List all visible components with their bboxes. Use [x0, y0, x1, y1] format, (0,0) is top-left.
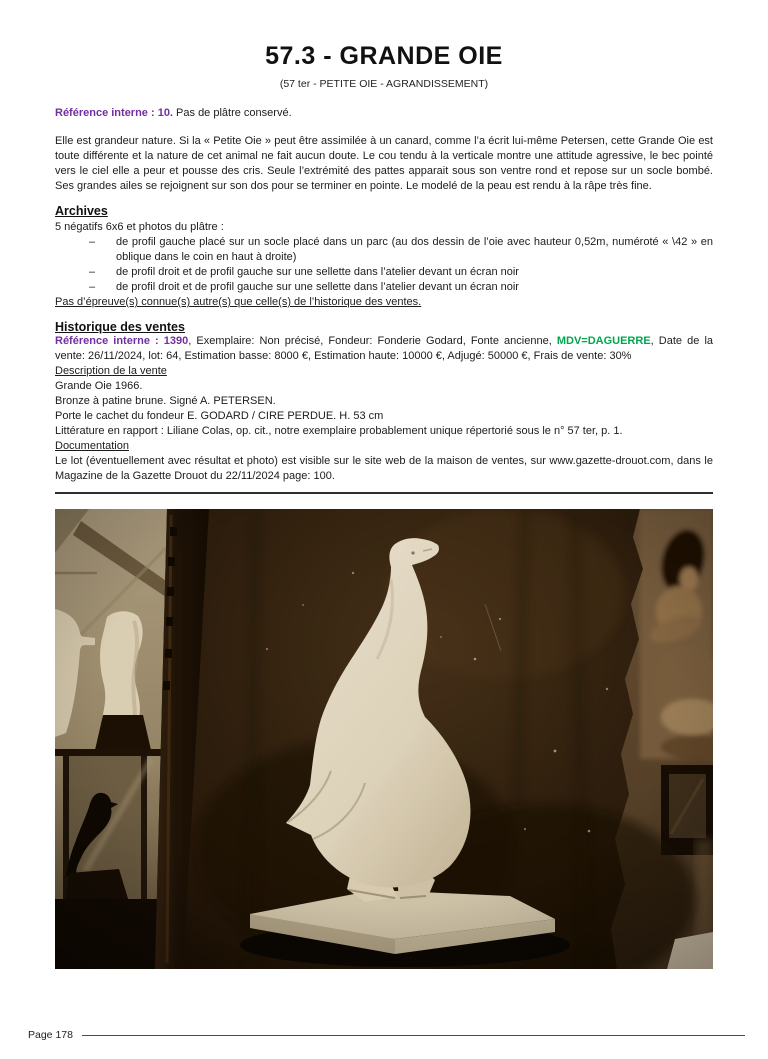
archives-heading: Archives [55, 204, 108, 218]
sale-mdv-tag: MDV=DAGUERRE [556, 335, 651, 347]
sale-description-line: Grande Oie 1966. [55, 380, 143, 392]
page-title: 57.3 - GRANDE OIE [265, 42, 503, 70]
archives-item [55, 265, 713, 280]
sale-record [55, 334, 713, 364]
internal-reference-line [55, 106, 713, 121]
description-paragraph: Elle est grandeur nature. Si la « Petite Oie » peut être assimilée à un canard, comme l’a écrit lui-même Petersen, cette Grande Oie est toute différente et la nature de cet animal ne fait aucun doute. Le cou tendu à la verticale montre une attitude agressive, le bec pointé vers le ciel elle a peur et pousse des cris. Seule l’extrémité des pattes apparait sous son ventre rond et repose sur un socle bombé. Ses grandes ailes se rejoignent sur son dos pour se terminer en pointe. Le modelé de la peau est rendu à la râpe très fine. [55, 135, 713, 192]
section-divider-rule [55, 492, 713, 494]
archives-item-text: de profil droit et de profil gauche sur une sellette dans l’atelier devant un écran noir [116, 281, 519, 293]
archives-item-text: de profil gauche placé sur un socle placé dans un parc (au dos dessin de l’oie avec hauteur 0,52m, numéroté « \42 » en oblique dans le coin en haut à droite) [116, 236, 713, 263]
list-dash-marker: – [89, 281, 96, 293]
catalog-page [0, 42, 768, 969]
sale-details-2: , Date de la vente: 26/11/2024, lot: 64, Estimation basse: 8000 €, Estimation haute: 10000 €, Adjugé: 50000 €, Frais de vente: 30% [55, 335, 714, 362]
footer-rule [82, 1035, 745, 1036]
sale-details-1: , Exemplaire: Non précisé, Fondeur: Fonderie Godard, Fonte ancienne, [188, 335, 557, 347]
sale-reference-label: Référence interne : 1390 [55, 335, 189, 347]
documentation-heading: Documentation [55, 440, 129, 452]
archives-intro: 5 négatifs 6x6 et photos du plâtre : [55, 221, 224, 233]
documentation-text: Le lot (éventuellement avec résultat et photo) est visible sur le site web de la maison de ventes, sur www.gazette-drouot.com, dans le Magazine de la Gazette Drouot du 22/11/2024 page: 100. [55, 455, 713, 482]
page-number-label: Page 178 [28, 1029, 73, 1041]
sale-description-line: Bronze à patine brune. Signé A. PETERSEN. [55, 395, 276, 407]
goose-sculpture-photo [55, 509, 713, 969]
sales-history-heading: Historique des ventes [55, 320, 185, 334]
sale-literature-line: Littérature en rapport : Liliane Colas, op. cit., notre exemplaire probablement unique répertorié sous le n° 57 ter, p. 1. [55, 425, 623, 437]
list-dash-marker: – [89, 266, 96, 278]
page-subtitle: (57 ter - PETITE OIE - AGRANDISSEMENT) [279, 78, 489, 90]
list-dash-marker: – [89, 236, 96, 248]
page-footer [28, 1029, 745, 1041]
internal-reference-label: Référence interne : 10. [55, 107, 173, 119]
archives-item [55, 280, 713, 295]
archives-item [55, 235, 713, 265]
plaster-note: Pas de plâtre conservé. [173, 107, 292, 119]
sale-description-line: Porte le cachet du fondeur E. GODARD / CIRE PERDUE. H. 53 cm [55, 410, 384, 422]
sale-description-heading: Description de la vente [55, 365, 167, 377]
no-known-proofs-note: Pas d’épreuve(s) connue(s) autre(s) que celle(s) de l’historique des ventes. [55, 296, 422, 308]
archives-item-text: de profil droit et de profil gauche sur une sellette dans l’atelier devant un écran noir [116, 266, 519, 278]
